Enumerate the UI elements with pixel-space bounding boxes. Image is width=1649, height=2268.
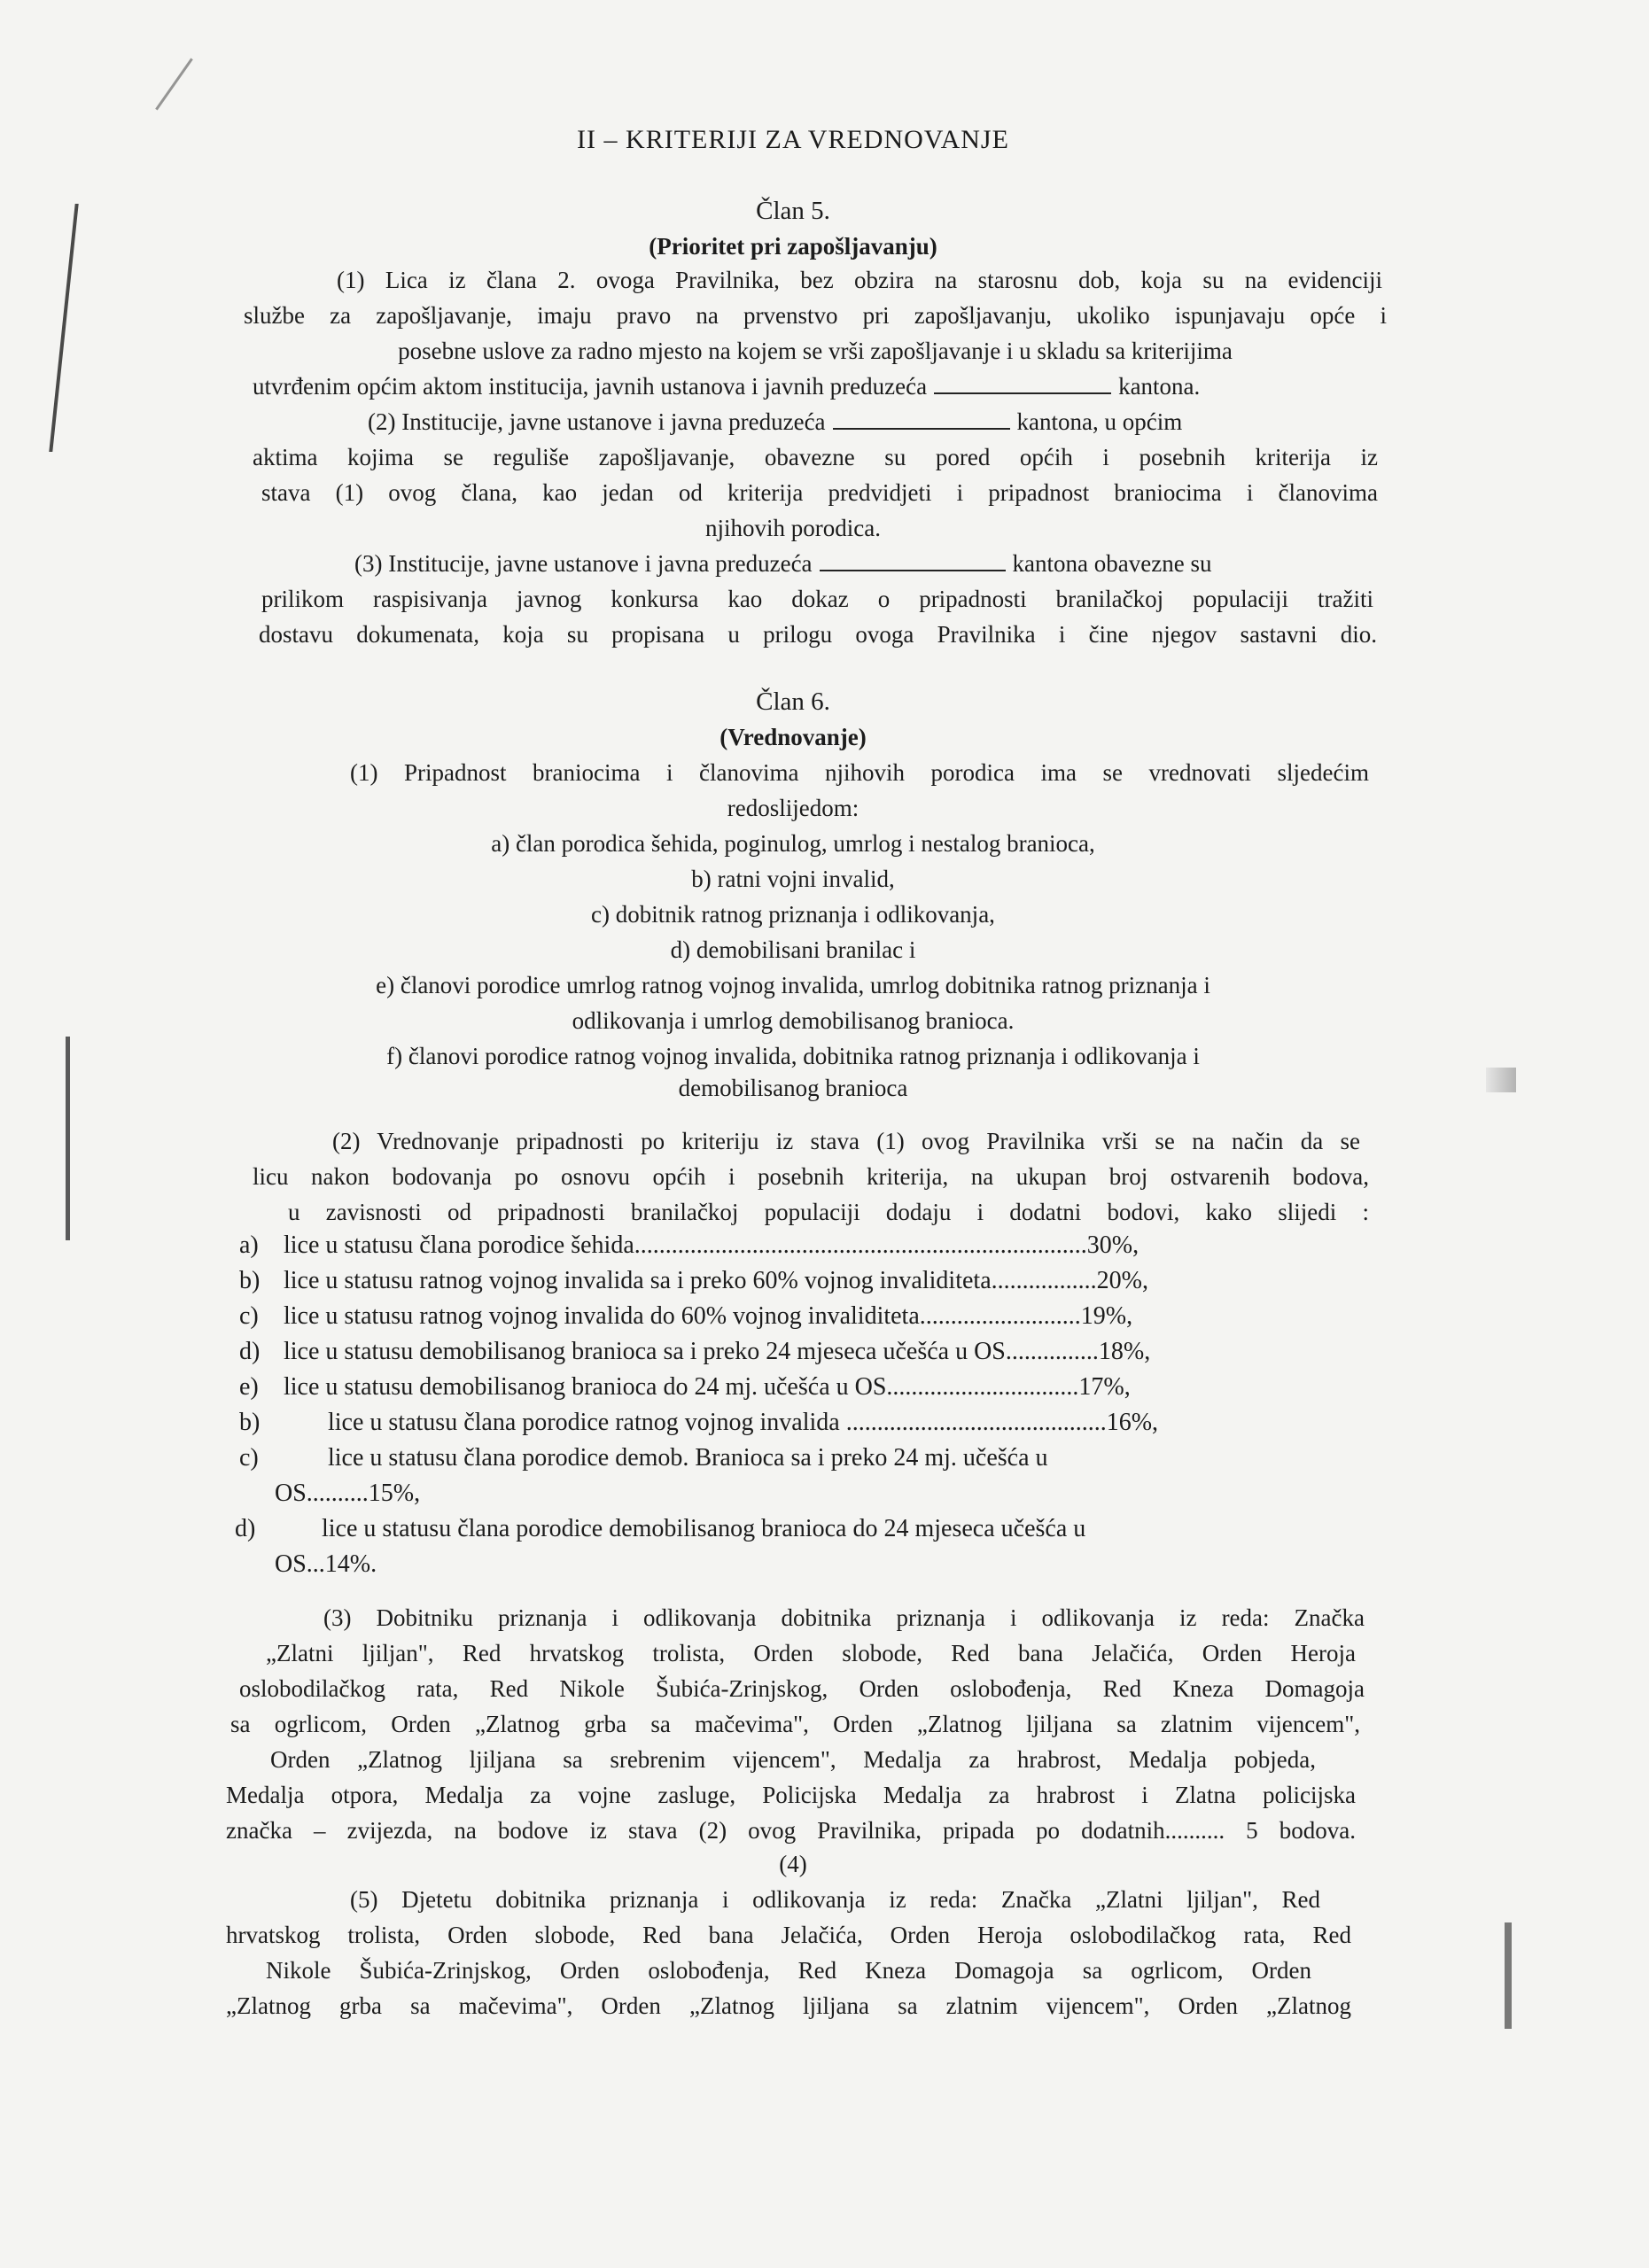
list-item: b) ratni vojni invalid,: [691, 866, 895, 892]
list-item: a) član porodica šehida, poginulog, umrlog i nestalog branioca,: [491, 830, 1095, 857]
list-item: d) demobilisani branilac i: [670, 936, 916, 963]
scan-artifact: [1505, 1922, 1512, 2029]
row-text: OS..........15%,: [275, 1480, 421, 1507]
article-6-heading: Član 6.: [756, 687, 830, 716]
percent-row: [239, 1228, 1139, 1263]
list-item: c) dobitnik ratnog priznanja i odlikovanja,: [591, 901, 995, 928]
art6-p3-line: značka – zvijezda, na bodove iz stava (2) ovog Pravilnika, pripada po dodatnih.......... 5 bodova.: [226, 1817, 1356, 1844]
art6-p2-line: (2) Vrednovanje pripadnosti po kriteriju iz stava (1) ovog Pravilnika vrši se na način da se: [332, 1128, 1360, 1154]
row-label: c): [239, 1444, 259, 1472]
row-label: b): [239, 1267, 261, 1294]
percent-row: [239, 1263, 1148, 1299]
art5-p2-text: (2) Institucije, javne ustanove i javna preduzeća: [368, 408, 826, 435]
row-text: lice u statusu člana porodice ratnog vojnog invalida ..........................................16%,: [328, 1409, 1159, 1436]
row-text: lice u statusu demobilisanog branioca do 24 mj. učešća u OS...............................17%,: [284, 1373, 1131, 1401]
scan-artifact: [155, 58, 193, 110]
art5-p1-text: utvrđenim općim aktom institucija, javnih ustanova i javnih preduzeća: [253, 373, 928, 400]
row-text: lice u statusu ratnog vojnog invalida sa i preko 60% vojnog invaliditeta.................20%,: [284, 1267, 1148, 1294]
article-5-subheading: (Prioritet pri zapošljavanju): [649, 233, 937, 260]
row-label: d): [235, 1515, 256, 1542]
art5-p1-line: službe za zapošljavanje, imaju pravo na prvenstvo pri zapošljavanju, ukoliko ispunjavaju opće i: [244, 302, 1387, 329]
percent-row: [239, 1299, 1132, 1334]
list-item: odlikovanja i umrlog demobilisanog branioca.: [572, 1007, 1015, 1034]
row-text: lice u statusu demobilisanog branioca sa i preko 24 mjeseca učešća u OS...............18%,: [284, 1338, 1151, 1365]
art5-p3-text: kantona obavezne su: [1012, 550, 1212, 577]
percent-row: [235, 1511, 1085, 1547]
row-text: lice u statusu člana porodice demobilisanog branioca do 24 mjeseca učešća u: [322, 1515, 1086, 1542]
row-text: OS...14%.: [275, 1550, 377, 1578]
art6-p3-line: oslobodilačkog rata, Red Nikole Šubića-Zrinjskog, Orden oslobođenja, Red Kneza Domagoja: [239, 1675, 1365, 1702]
art6-p2-line: u zavisnosti od pripadnosti branilačkoj populaciji dodaju i dodatni bodovi, kako slijedi :: [288, 1199, 1369, 1225]
art5-p1-text: kantona.: [1118, 373, 1201, 400]
art6-p3-line: sa ogrlicom, Orden „Zlatnog grba sa mačevima", Orden „Zlatnog ljiljana sa zlatnim vijencem",: [230, 1711, 1360, 1737]
art6-p5-line: (5) Djetetu dobitnika priznanja i odlikovanja iz reda: Značka „Zlatni ljiljan", Red: [350, 1886, 1320, 1913]
row-label: d): [239, 1338, 261, 1365]
art5-p1-line: (1) Lica iz člana 2. ovoga Pravilnika, bez obzira na starosnu dob, koja su na evidenciji: [337, 267, 1382, 293]
art5-p2-line: njihovih porodica.: [705, 515, 881, 541]
list-item: e) članovi porodice umrlog ratnog vojnog invalida, umrlog dobitnika ratnog priznanja i: [376, 972, 1210, 998]
art5-p3-text: (3) Institucije, javne ustanove i javna preduzeća: [354, 550, 813, 577]
percent-row: [275, 1547, 377, 1582]
canton-blank: [820, 547, 1006, 571]
percent-row: [275, 1476, 420, 1511]
art6-p3-line: Orden „Zlatnog ljiljana sa srebrenim vijencem", Medalja za hrabrost, Medalja pobjeda,: [270, 1746, 1316, 1773]
percent-row: [239, 1370, 1131, 1405]
section-title: II – KRITERIJI ZA VREDNOVANJE: [577, 125, 1009, 154]
percent-row: [239, 1334, 1150, 1370]
row-text: lice u statusu člana porodice demob. Branioca sa i preko 24 mj. učešća u: [328, 1444, 1048, 1472]
art5-p2-line: stava (1) ovog člana, kao jedan od kriterija predvidjeti i pripadnost braniocima i članovima: [261, 479, 1378, 506]
list-item: demobilisanog branioca: [678, 1075, 908, 1101]
art6-p5-line: Nikole Šubića-Zrinjskog, Orden oslobođenja, Red Kneza Domagoja sa ogrlicom, Orden: [266, 1957, 1311, 1984]
row-label: a): [239, 1231, 259, 1259]
percent-row: [239, 1405, 1158, 1441]
art6-p4: (4): [779, 1851, 807, 1877]
art5-p2-text: kantona, u općim: [1016, 408, 1183, 435]
art5-p1-line: posebne uslove za radno mjesto na kojem se vrši zapošljavanje i u skladu sa kriterijima: [398, 338, 1233, 364]
art6-p3-line: „Zlatni ljiljan", Red hrvatskog trolista, Orden slobode, Red bana Jelačića, Orden Heroja: [266, 1640, 1356, 1666]
art6-p3-line: Medalja otpora, Medalja za vojne zasluge, Policijska Medalja za hrabrost i Zlatna policijska: [226, 1782, 1356, 1808]
row-label: e): [239, 1373, 259, 1401]
art6-p1-line: redoslijedom:: [727, 795, 860, 821]
row-label: b): [239, 1409, 261, 1436]
art5-p3-line: dostavu dokumenata, koja su propisana u prilogu ovoga Pravilnika i čine njegov sastavni dio.: [259, 621, 1377, 648]
article-5-heading: Član 5.: [756, 197, 830, 225]
canton-blank: [934, 369, 1111, 394]
art6-p5-line: „Zlatnog grba sa mačevima", Orden „Zlatnog ljiljana sa zlatnim vijencem", Orden „Zlatnog: [226, 1992, 1351, 2019]
list-item: f) članovi porodice ratnog vojnog invalida, dobitnika ratnog priznanja i odlikovanja i: [386, 1043, 1200, 1069]
art6-p5-line: hrvatskog trolista, Orden slobode, Red bana Jelačića, Orden Heroja oslobodilačkog rata, Red: [226, 1922, 1351, 1948]
art6-p1-line: (1) Pripadnost braniocima i članovima njihovih porodica ima se vrednovati sljedećim: [350, 759, 1369, 786]
art5-p3-line: [354, 546, 1382, 581]
canton-blank: [833, 405, 1010, 430]
art5-p2-line: aktima kojima se reguliše zapošljavanje, obavezne su pored općih i posebnih kriterija iz: [253, 444, 1378, 470]
article-6-subheading: (Vrednovanje): [719, 724, 867, 750]
row-text: lice u statusu ratnog vojnog invalida do 60% vojnog invaliditeta..........................19%,: [284, 1302, 1133, 1330]
art6-p2-line: licu nakon bodovanja po osnovu općih i posebnih kriterija, na ukupan broj ostvarenih bodova,: [253, 1163, 1369, 1190]
scan-artifact: [1486, 1068, 1516, 1092]
row-text: lice u statusu člana porodice šehida.........................................................................30%,: [284, 1231, 1140, 1259]
art5-p1-line: [253, 369, 1396, 404]
row-label: c): [239, 1302, 259, 1330]
art5-p3-line: prilikom raspisivanja javnog konkursa kao dokaz o pripadnosti branilačkoj populaciji tražiti: [261, 586, 1373, 612]
percent-row: [239, 1441, 1048, 1476]
art6-p3-line: (3) Dobitniku priznanja i odlikovanja dobitnika priznanja i odlikovanja iz reda: Značka: [323, 1604, 1365, 1631]
art5-p2-line: [368, 404, 1387, 439]
scan-artifact: [49, 204, 78, 452]
scan-artifact: [66, 1037, 70, 1240]
